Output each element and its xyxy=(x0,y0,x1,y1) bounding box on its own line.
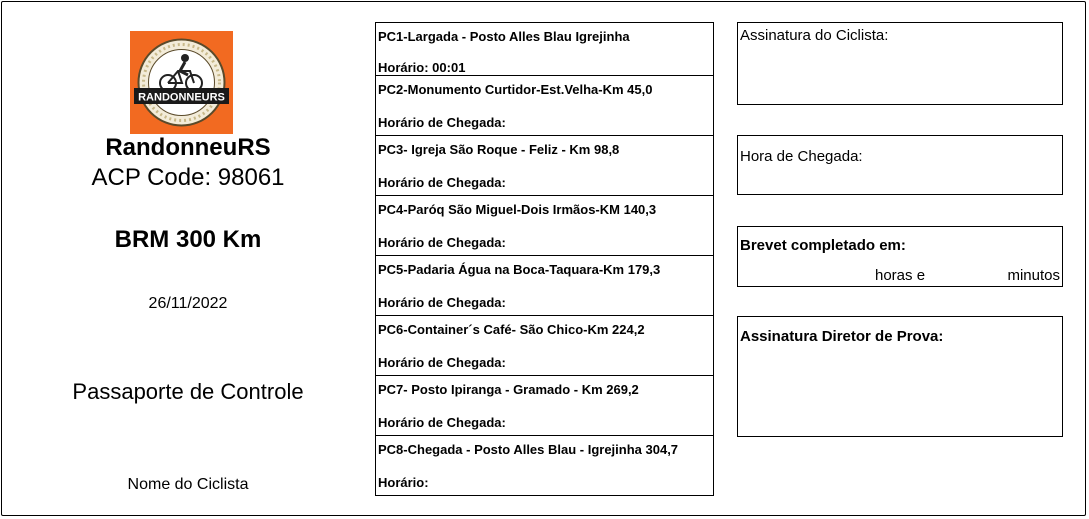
checkpoint-time-label: Horário de Chegada: xyxy=(378,415,506,430)
rider-signature-label: Assinatura do Ciclista: xyxy=(740,27,889,44)
checkpoint-name: PC8-Chegada - Posto Alles Blau - Igrejinha 304,7 xyxy=(378,442,679,457)
checkpoint-row xyxy=(376,23,713,75)
checkpoint-row xyxy=(376,75,713,135)
club-name: RandonneuRS xyxy=(105,134,271,161)
checkpoint-row xyxy=(376,255,713,315)
acp-code: ACP Code: 98061 xyxy=(91,164,285,191)
rider-signature-box[interactable] xyxy=(737,22,1063,105)
checkpoint-time-label: Horário de Chegada: xyxy=(378,115,506,130)
hours-label: horas e xyxy=(875,267,926,284)
arrival-time-box[interactable] xyxy=(737,135,1063,195)
rider-name-label: Nome do Ciclista xyxy=(127,476,249,493)
checkpoint-row xyxy=(376,435,713,495)
checkpoint-row xyxy=(376,135,713,195)
brevet-completed-label: Brevet completado em: xyxy=(740,237,906,254)
checkpoint-name: PC1-Largada - Posto Alles Blau Igrejinha xyxy=(378,29,630,44)
event-date: 26/11/2022 xyxy=(148,295,228,312)
checkpoint-name: PC3- Igreja São Roque - Feliz - Km 98,8 xyxy=(378,142,620,157)
checkpoint-row xyxy=(376,315,713,375)
checkpoint-name: PC5-Padaria Água na Boca-Taquara-Km 179,3 xyxy=(378,262,661,277)
checkpoint-name: PC4-Paróq São Miguel-Dois Irmãos-KM 140,3 xyxy=(378,202,657,217)
document-title: Passaporte de Controle xyxy=(72,379,304,404)
checkpoint-row xyxy=(376,375,713,435)
checkpoint-name: PC2-Monumento Curtidor-Est.Velha-Km 45,0 xyxy=(378,82,653,97)
checkpoint-time-label: Horário de Chegada: xyxy=(378,235,506,250)
checkpoint-time-label: Horário de Chegada: xyxy=(378,355,506,370)
event-title: BRM 300 Km xyxy=(114,226,262,253)
checkpoint-time-label: Horário de Chegada: xyxy=(378,175,506,190)
checkpoint-table xyxy=(375,22,714,496)
checkpoint-name: PC7- Posto Ipiranga - Gramado - Km 269,2 xyxy=(378,382,639,397)
randonneurs-logo xyxy=(130,31,233,134)
checkpoint-time-label: Horário de Chegada: xyxy=(378,295,506,310)
checkpoint-time-label: Horário: xyxy=(378,475,429,490)
arrival-time-label: Hora de Chegada: xyxy=(740,148,863,165)
logo-text: RANDONNEURS xyxy=(138,91,225,104)
checkpoint-time-label: Horário: 00:01 xyxy=(378,60,466,75)
director-signature-box[interactable] xyxy=(737,316,1063,437)
brevet-completed-box[interactable] xyxy=(737,226,1063,287)
minutes-label: minutos xyxy=(1007,267,1060,284)
checkpoint-name: PC6-Container´s Café- São Chico-Km 224,2 xyxy=(378,322,645,337)
director-signature-label: Assinatura Diretor de Prova: xyxy=(740,328,944,345)
checkpoint-row xyxy=(376,195,713,255)
